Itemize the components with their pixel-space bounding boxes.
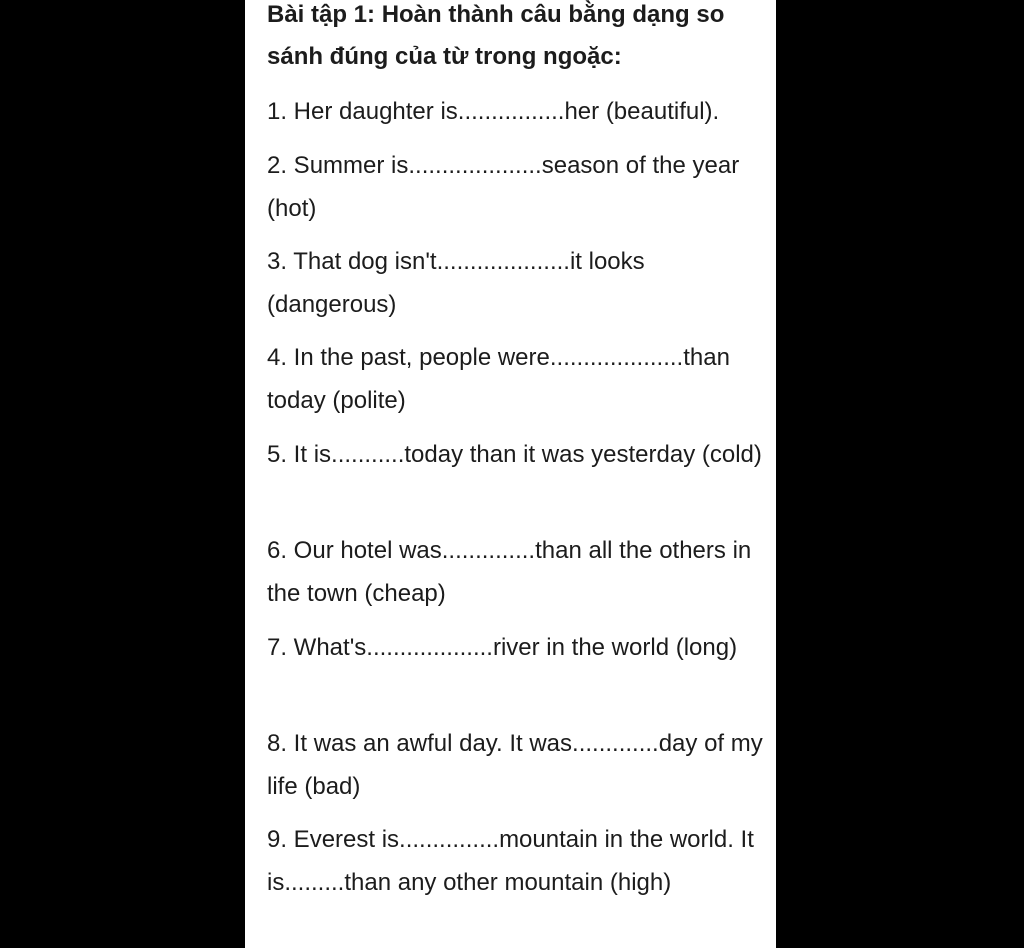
- exercise-item-6: 6. Our hotel was..............than all the others in the town (cheap): [267, 537, 752, 607]
- exercise-item-1: 1. Her daughter is................her (beautiful).: [267, 98, 720, 125]
- document-page: [245, 0, 776, 948]
- exercise-item-7: 7. What's...................river in the world (long): [267, 634, 738, 661]
- exercise-title: Bài tập 1: Hoàn thành câu bằng dạng so sánh đúng của từ trong ngoặc:: [267, 1, 725, 70]
- exercise-item-8: 8. It was an awful day. It was.............day of my life (bad): [267, 730, 763, 800]
- exercise-item-3: 3. That dog isn't....................it looks (dangerous): [267, 248, 645, 318]
- exercise-item-5: 5. It is...........today than it was yesterday (cold): [267, 441, 762, 468]
- exercise-item-2: 2. Summer is....................season of the year (hot): [267, 152, 740, 222]
- exercise-item-4: 4. In the past, people were....................than today (polite): [267, 344, 730, 414]
- exercise-item-9: 9. Everest is...............mountain in the world. It is.........than any other mountain (high): [267, 826, 754, 896]
